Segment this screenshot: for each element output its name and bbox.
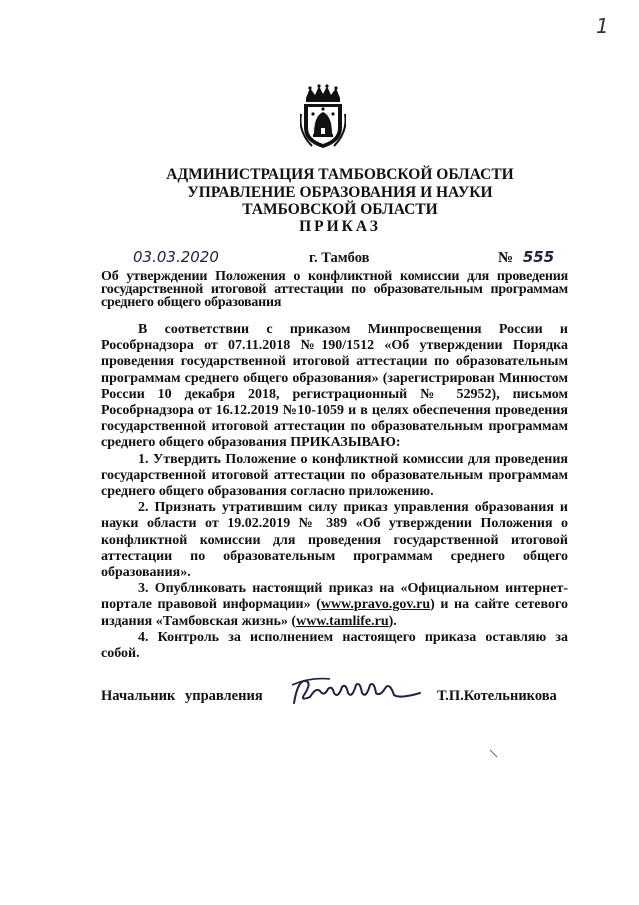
org-name-line-1: АДМИНИСТРАЦИЯ ТАМБОВСКОЙ ОБЛАСТИ <box>166 166 514 183</box>
org-name-line-3: ТАМБОВСКОЙ ОБЛАСТИ <box>242 201 438 218</box>
number-label: № <box>498 250 514 266</box>
document-body <box>101 322 568 662</box>
document-date: 03.03.2020 <box>133 248 219 266</box>
item-3-text-c: ). <box>388 613 397 629</box>
page-number: 1 <box>596 14 609 38</box>
stray-mark-icon <box>489 749 499 759</box>
signer-name: Т.П.Котельникова <box>437 688 557 704</box>
number-value: 555 <box>522 248 555 266</box>
preamble-paragraph: В соответствии с приказом Минпросвещения России и Рособрнадзора от 07.11.2018 №190/1512 «Об утверждении Порядка проведения государственной итоговой аттестации по образовательным программам среднего общего образования» (зарегистрирован Минюстом России 10 декабря 2018, регистрационный № 52952), письмом Рособрнадзора от 16.12.2019 №10-1059 и в целях обеспечения проведения государственной итоговой аттестации по образовательным программам среднего общего образования ПРИКАЗЫВАЮ: <box>101 322 568 451</box>
order-item-3 <box>101 581 568 630</box>
document-number <box>498 248 554 267</box>
item-3-text-b: ) и на сайте сетевого издания «Тамбовская жизнь» ( <box>101 597 568 629</box>
org-name-line-2: УПРАВЛЕНИЕ ОБРАЗОВАНИЯ И НАУКИ <box>187 184 493 201</box>
pravo-link[interactable]: www.pravo.gov.ru <box>320 597 431 613</box>
document-type: ПРИКАЗ <box>299 218 381 235</box>
order-item-4: 4. Контроль за исполнением настоящего приказа оставляю за собой. <box>101 629 568 662</box>
document-city: г. Тамбов <box>309 250 370 266</box>
tamlife-link[interactable]: www.tamlife.ru <box>296 613 389 629</box>
item-3-text-a: 3. Опубликовать настоящий приказ на «Официальном интернет-портале правовой информации» ( <box>101 581 568 613</box>
order-item-1: 1. Утвердить Положение о конфликтной комиссии для проведения государственной итоговой аттестации по образовательным программам среднего общего образования согласно приложению. <box>101 451 568 500</box>
handwritten-signature-icon <box>290 673 422 707</box>
signer-position: Начальник управления <box>101 688 263 704</box>
tambov-coat-of-arms-icon <box>300 84 346 150</box>
order-item-2: 2. Признать утратившим силу приказ управления образования и науки области от 19.02.2019 № 389 «Об утверждении Положения о конфликтной комиссии для проведения государственной итоговой аттестации по образовательным программам среднего общего образования». <box>101 500 568 581</box>
document-subject: Об утверждении Положения о конфликтной комиссии для проведения государственной итоговой аттестации по образовательным программам среднего общего образования <box>101 269 568 310</box>
